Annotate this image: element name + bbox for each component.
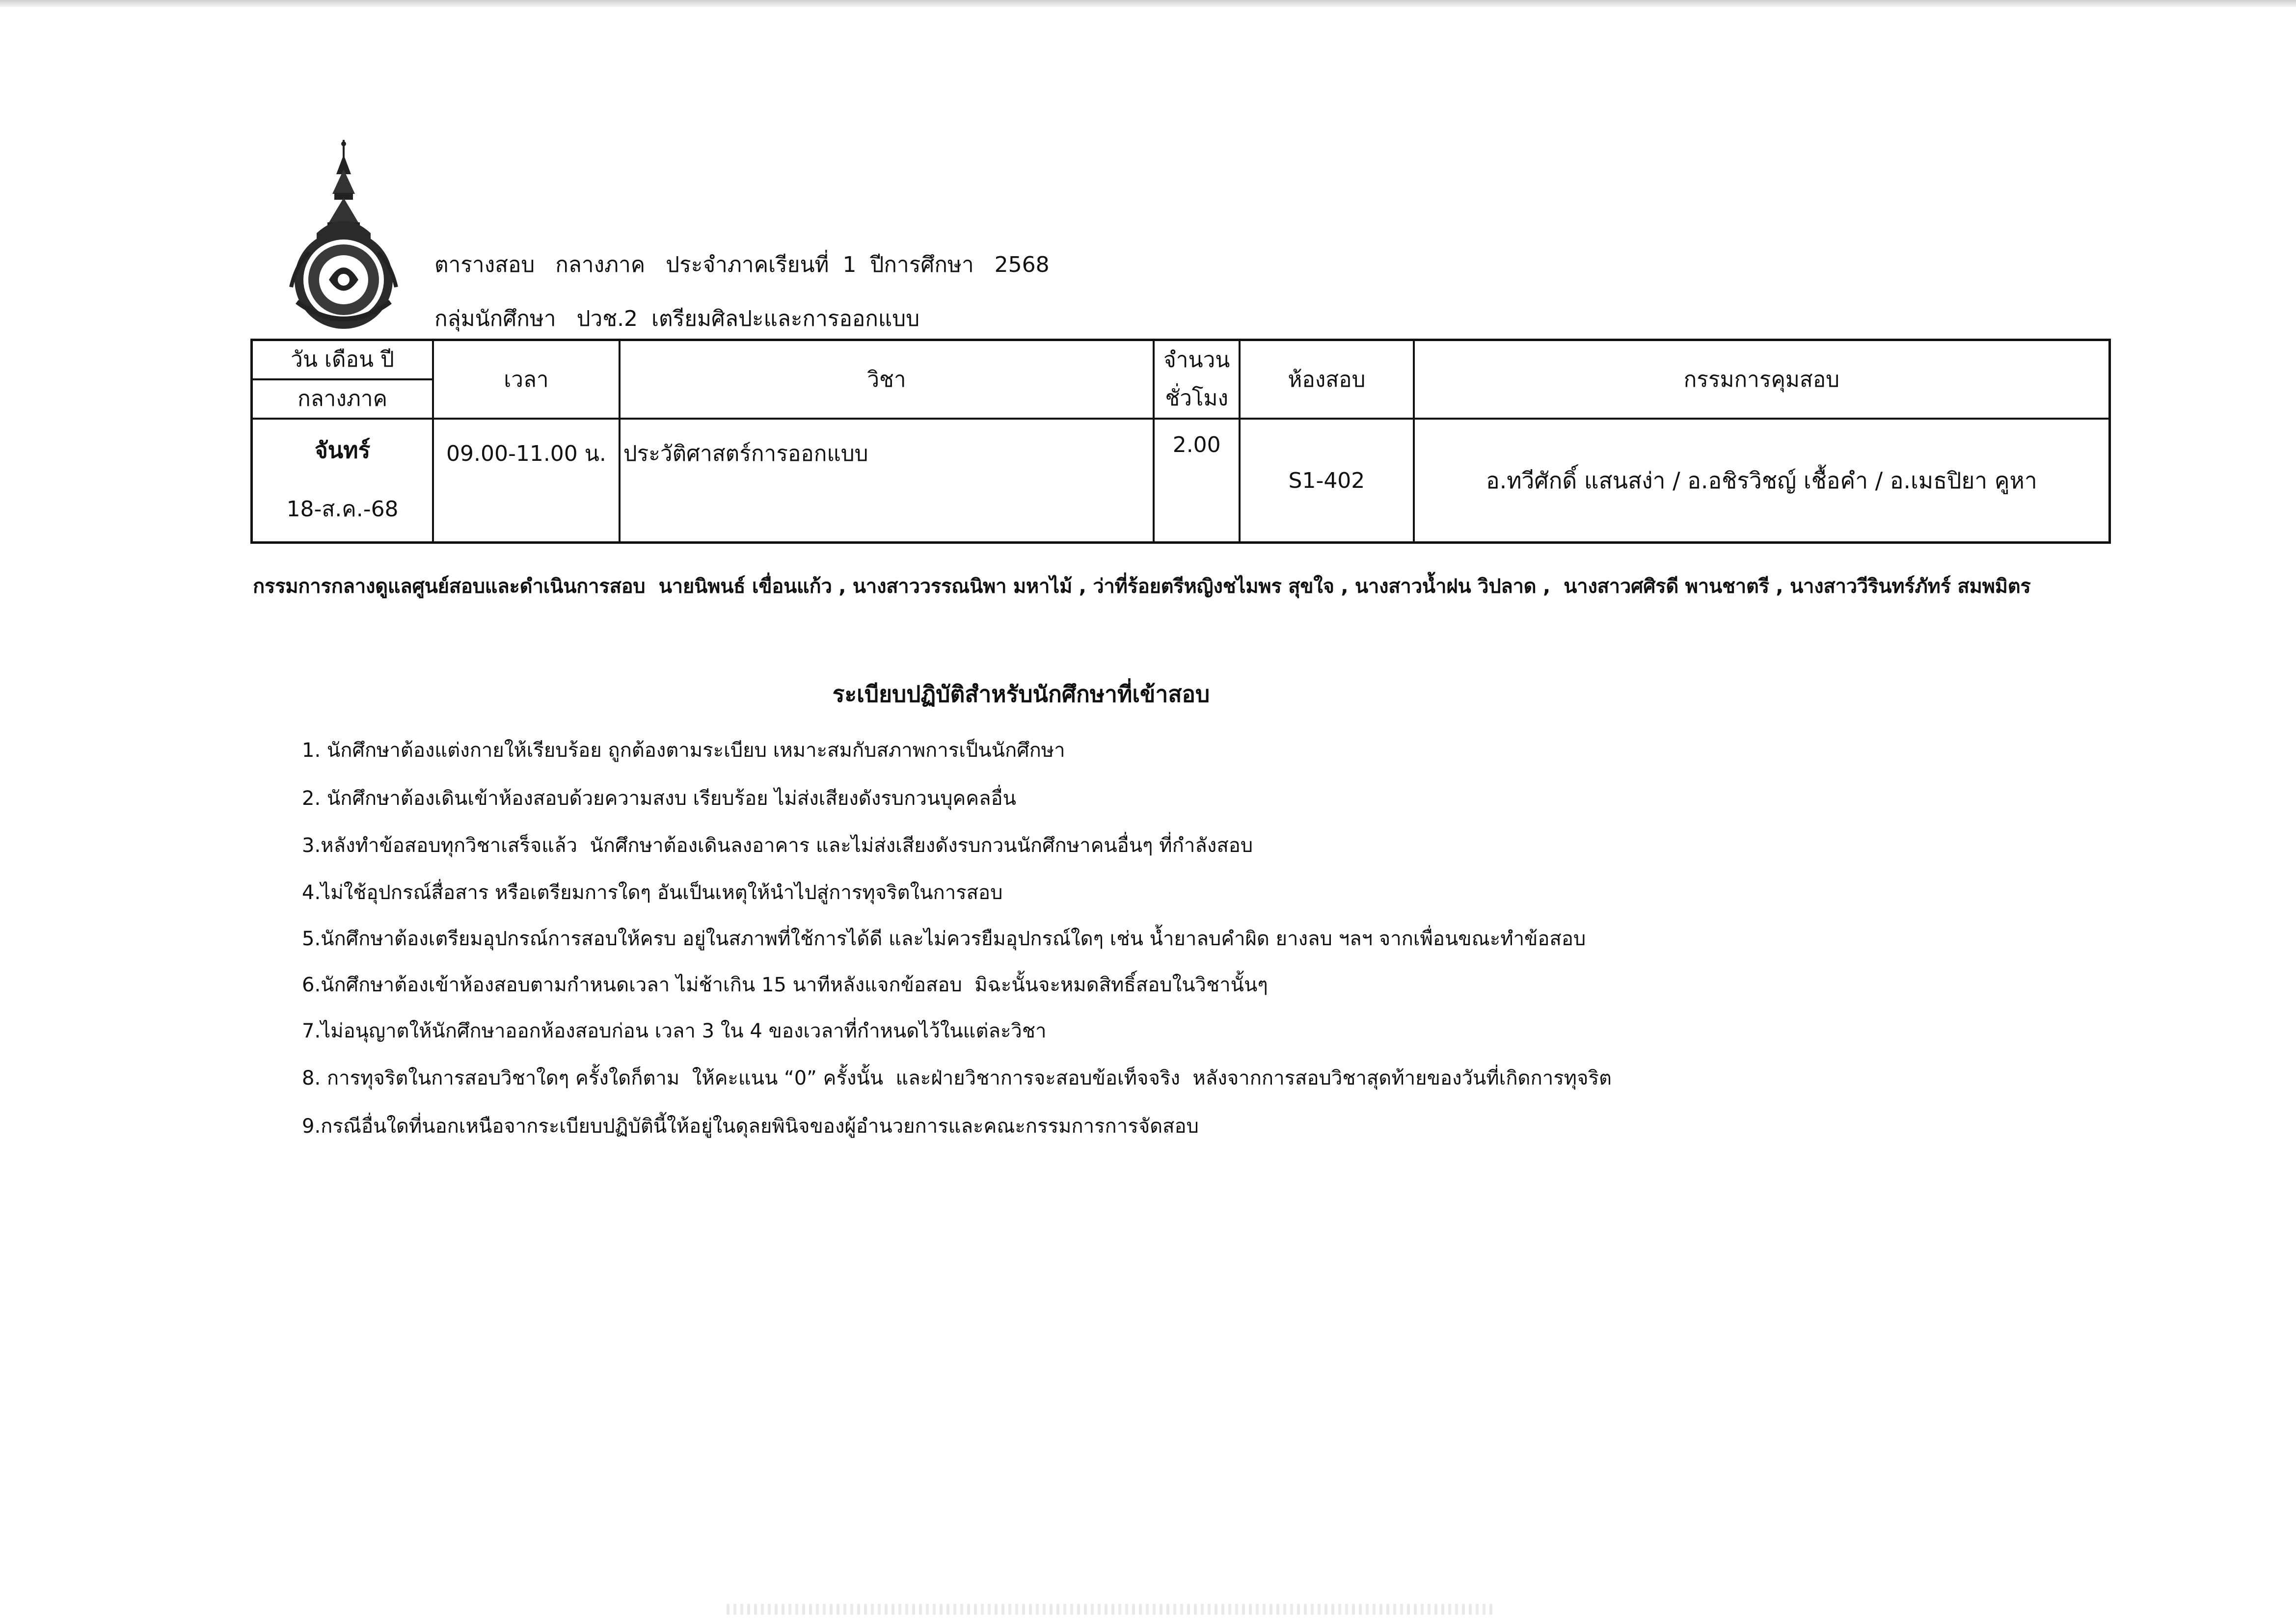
rule-item-5: 5.นักศึกษาต้องเตรียมอุปกรณ์การสอบให้ครบ อยู่ในสภาพที่ใช้การได้ดี และไม่ควรยืมอุปกรณ์ใดๆ เช่น น้ำยาลบคำผิด ยางลบ ฯลฯ จากเพื่อนขณะทำข้อสอบ (302, 928, 1586, 950)
central-committee-line: กรรมการกลางดูแลศูนย์สอบและดำเนินการสอบ นายนิพนธ์ เขื่อนแก้ว , นางสาววรรณนิพา มหาไม้ , ว่าที่ร้อยตรีหญิงชไมพร สุขใจ , นางสาวน้ำฝน วิปลาด , นางสาวศศิรดี พานชาตรี , นางสาววีรินทร์ภัทร์ สมพมิตร (253, 575, 2031, 598)
rule-item-9: 9.กรณีอื่นใดที่นอกเหนือจากระเบียบปฏิบัตินี้ให้อยู่ในดุลยพินิจของผู้อำนวยการและคณะกรรมการการจัดสอบ (302, 1115, 1199, 1138)
header-hours-line1: จำนวน (1163, 347, 1230, 372)
student-group-line: กลุ่มนักศึกษา ปวช.2 เตรียมศิลปะและการออกแบบ (434, 306, 920, 331)
rule-item-2: 2. นักศึกษาต้องเดินเข้าห้องสอบด้วยความสงบ เรียบร้อย ไม่ส่งเสียงดังรบกวนบุคคลอื่น (302, 787, 1016, 810)
exam-day: จันทร์ (314, 437, 371, 463)
header-proctors: กรรมการคุมสอบ (1414, 340, 2110, 419)
rule-item-4: 4.ไม่ใช้อุปกรณ์สื่อสาร หรือเตรียมการใดๆ อันเป็นเหตุให้นำไปสู่การทุจริตในการสอบ (302, 881, 1003, 904)
rule-item-6: 6.นักศึกษาต้องเข้าห้องสอบตามกำหนดเวลา ไม่ช้าเกิน 15 นาทีหลังแจกข้อสอบ มิฉะนั้นจะหมดสิทธิ์สอบในวิชานั้นๆ (302, 974, 1268, 996)
exam-schedule-title: ตารางสอบ กลางภาค ประจำภาคเรียนที่ 1 ปีการศึกษา 2568 (434, 252, 1050, 277)
cell-proctors: อ.ทวีศักดิ์ แสนสง่า / อ.อชิรวิชญ์ เชื้อคำ / อ.เมธปิยา คูหา (1414, 419, 2110, 543)
header-time: เวลา (433, 340, 620, 419)
rule-item-3: 3.หลังทำข้อสอบทุกวิชาเสร็จแล้ว นักศึกษาต้องเดินลงอาคาร และไม่ส่งเสียงดังรบกวนนักศึกษาคนอื่นๆ ที่กำลังสอบ (302, 834, 1253, 857)
rule-item-8: 8. การทุจริตในการสอบวิชาใดๆ ครั้งใดก็ตาม ให้คะแนน “0” ครั้งนั้น และฝ่ายวิชาการจะสอบข้อเท็จจริง หลังจากการสอบวิชาสุดท้ายของวันที่เกิดการทุจริต (302, 1067, 1612, 1090)
scan-edge (0, 0, 2296, 7)
header-subject: วิชา (620, 340, 1154, 419)
header-date-sub: กลางภาค (252, 379, 433, 419)
header-hours-line2: ชั่วโมง (1165, 386, 1229, 411)
header-room: ห้องสอบ (1240, 340, 1414, 419)
cell-subject: ประวัติศาสตร์การออกแบบ (620, 419, 1154, 543)
cell-room: S1-402 (1240, 419, 1414, 543)
rules-title: ระเบียบปฏิบัติสำหรับนักศึกษาที่เข้าสอบ (832, 681, 1210, 707)
table-header-row (252, 340, 2110, 380)
cell-hours: 2.00 (1154, 419, 1240, 543)
cell-date (252, 419, 433, 543)
cell-time: 09.00-11.00 น. (433, 419, 620, 543)
university-emblem-logo (287, 140, 400, 334)
rule-item-7: 7.ไม่อนุญาตให้นักศึกษาออกห้องสอบก่อน เวลา 3 ใน 4 ของเวลาที่กำหนดไว้ในแต่ละวิชา (302, 1020, 1047, 1042)
exam-schedule-table (250, 339, 2111, 544)
header-date: วัน เดือน ปี (252, 340, 433, 380)
exam-date: 18-ส.ค.-68 (286, 497, 399, 522)
rule-item-1: 1. นักศึกษาต้องแต่งกายให้เรียบร้อย ถูกต้องตามระเบียบ เหมาะสมกับสภาพการเป็นนักศึกษา (302, 739, 1065, 762)
scan-smudge (727, 1604, 1492, 1615)
header-hours (1154, 340, 1240, 419)
table-row (252, 419, 2110, 543)
